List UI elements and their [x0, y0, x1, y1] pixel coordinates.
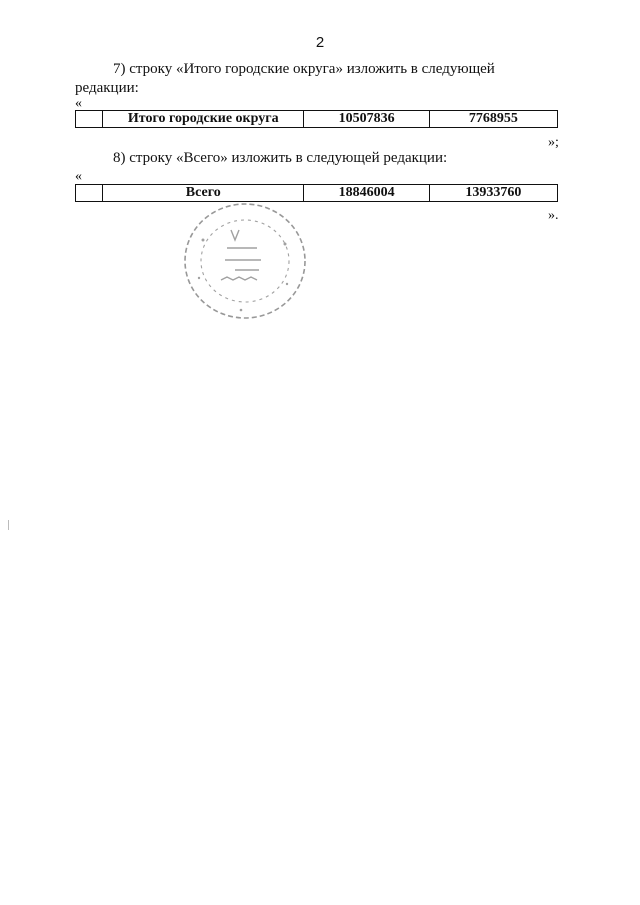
table-row — [76, 111, 558, 128]
scan-edge-mark — [8, 520, 9, 530]
open-quote-item-8: « — [75, 169, 82, 184]
table-cell-name: Итого городские округа — [103, 111, 304, 128]
table-cell-value-1: 10507836 — [304, 111, 429, 128]
close-quote-item-7: »; — [548, 135, 559, 150]
table-cell-value-2: 13933760 — [429, 185, 557, 202]
table-cell-empty — [76, 185, 103, 202]
table-cell-name: Всего — [103, 185, 304, 202]
table-row — [76, 185, 558, 202]
close-quote-item-8: ». — [548, 208, 559, 223]
open-quote-item-7: « — [75, 96, 82, 111]
paragraph-item-7-line-2: редакции: — [75, 80, 139, 96]
page-number: 2 — [315, 34, 325, 51]
paragraph-item-8-line-1: 8) строку «Всего» изложить в следующей редакции: — [113, 150, 448, 166]
table-item-7 — [75, 110, 558, 128]
round-seal-stamp-icon — [181, 200, 309, 322]
paragraph-item-7-line-1: 7) строку «Итого городские округа» изложить в следующей — [113, 61, 495, 77]
table-cell-value-2: 7768955 — [429, 111, 557, 128]
table-cell-empty — [76, 111, 103, 128]
table-cell-value-1: 18846004 — [304, 185, 429, 202]
table-item-8 — [75, 184, 558, 202]
